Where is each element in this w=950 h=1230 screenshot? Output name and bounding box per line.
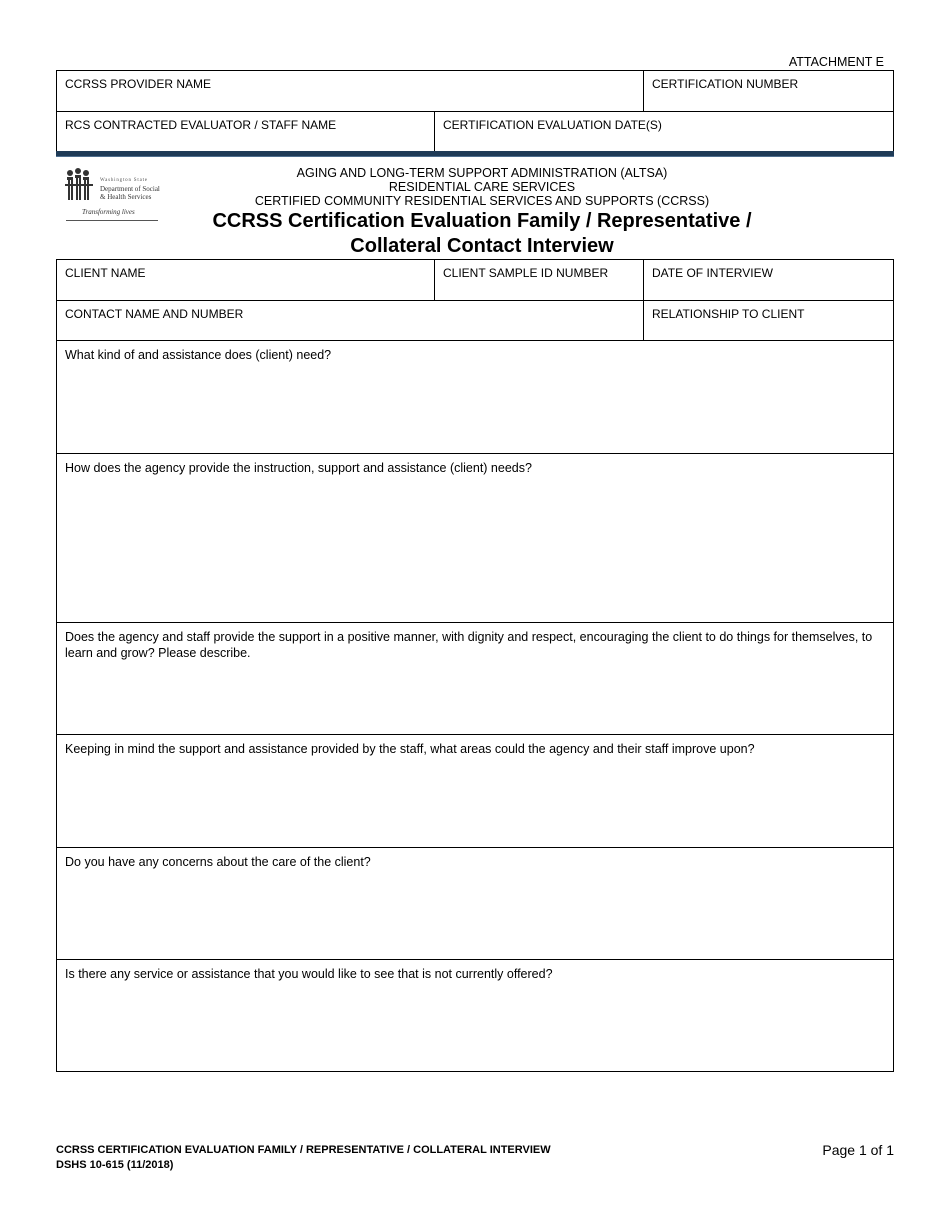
question-1-label: What kind of and assistance does (client) need? xyxy=(65,348,332,362)
client-name-label: CLIENT NAME xyxy=(65,266,146,280)
agency-line1: AGING AND LONG-TERM SUPPORT ADMINISTRATION (ALTSA) xyxy=(296,166,668,180)
form-title-line1: CCRSS Certification Evaluation Family / Representative / xyxy=(212,210,752,232)
provider-name-field[interactable] xyxy=(57,71,643,111)
client-name-field[interactable] xyxy=(57,260,434,300)
question-3-label: Does the agency and staff provide the support in a positive manner, with dignity and respect, encouraging the client to do things for themselves, to learn and grow? Please describe. xyxy=(65,630,873,660)
agency-line2: RESIDENTIAL CARE SERVICES xyxy=(388,180,576,194)
form-title-line2: Collateral Contact Interview xyxy=(350,235,614,257)
question-6-label: Is there any service or assistance that you would like to see that is not currently offered? xyxy=(65,967,553,981)
provider-table xyxy=(56,70,894,154)
attachment-label: ATTACHMENT E xyxy=(788,55,884,69)
logo-tagline: Transforming lives xyxy=(82,208,135,216)
question-4-label: Keeping in mind the support and assistance provided by the staff, what areas could the agency and their staff improve upon? xyxy=(65,742,755,756)
evaluation-dates-field[interactable] xyxy=(435,112,893,155)
logo-dept-line1: Department of Social xyxy=(100,185,160,193)
question-2-field[interactable] xyxy=(57,454,893,622)
logo-dept-line2: & Health Services xyxy=(100,193,152,201)
question-5-label: Do you have any concerns about the care of the client? xyxy=(65,855,371,869)
interview-table xyxy=(56,259,894,1072)
logo-state: Washington State xyxy=(100,178,148,183)
contact-name-field[interactable] xyxy=(57,301,643,340)
question-3-field[interactable] xyxy=(57,623,893,734)
relationship-label: RELATIONSHIP TO CLIENT xyxy=(652,307,805,321)
date-of-interview-field[interactable] xyxy=(644,260,893,300)
footer-form-title: CCRSS CERTIFICATION EVALUATION FAMILY / REPRESENTATIVE / COLLATERAL INTERVIEW xyxy=(56,1144,551,1156)
certification-number-label: CERTIFICATION NUMBER xyxy=(652,77,799,91)
evaluation-dates-label: CERTIFICATION EVALUATION DATE(S) xyxy=(443,118,662,132)
question-6-field[interactable] xyxy=(57,960,893,1072)
title-block xyxy=(0,166,950,259)
evaluator-name-label: RCS CONTRACTED EVALUATOR / STAFF NAME xyxy=(65,118,337,132)
certification-number-field[interactable] xyxy=(644,71,893,111)
question-2-label: How does the agency provide the instruction, support and assistance (client) needs? xyxy=(65,461,532,475)
evaluator-name-field[interactable] xyxy=(57,112,434,155)
date-of-interview-label: DATE OF INTERVIEW xyxy=(652,266,773,280)
footer-page-number: Page 1 of 1 xyxy=(822,1142,894,1158)
client-sample-id-label: CLIENT SAMPLE ID NUMBER xyxy=(443,266,609,280)
client-sample-id-field[interactable] xyxy=(435,260,643,300)
header-rule xyxy=(56,151,894,157)
contact-name-label: CONTACT NAME AND NUMBER xyxy=(65,307,244,321)
provider-name-label: CCRSS PROVIDER NAME xyxy=(65,77,212,91)
agency-line3: CERTIFIED COMMUNITY RESIDENTIAL SERVICES AND SUPPORTS (CCRSS) xyxy=(254,194,710,208)
footer-form-number: DSHS 10-615 (11/2018) xyxy=(56,1159,174,1171)
question-4-field[interactable] xyxy=(57,735,893,847)
relationship-field[interactable] xyxy=(644,301,893,340)
question-5-field[interactable] xyxy=(57,848,893,959)
question-1-field[interactable] xyxy=(57,341,893,453)
